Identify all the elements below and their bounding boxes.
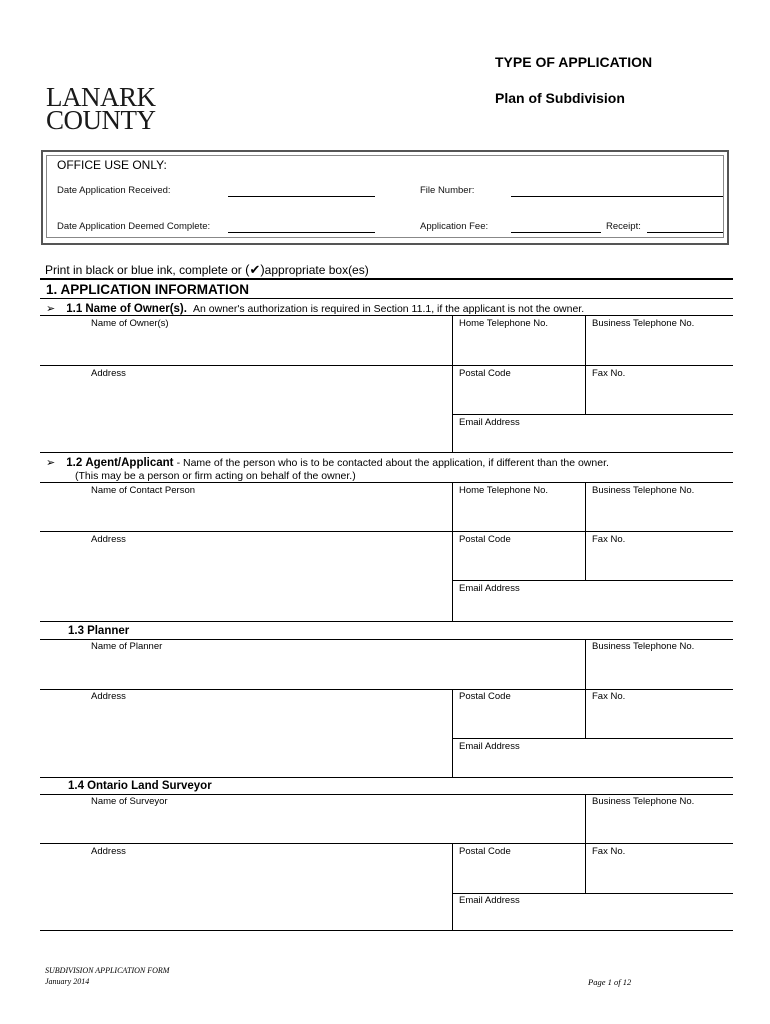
surveyor-row-2-bottom: [453, 893, 733, 894]
agent-postal-code-label: Postal Code: [459, 534, 511, 545]
date-complete-field[interactable]: [228, 232, 375, 233]
owner-address-label: Address: [91, 368, 126, 379]
office-use-title: OFFICE USE ONLY:: [57, 158, 167, 172]
agent-number: 1.2: [66, 457, 83, 469]
planner-name-label: Name of Planner: [91, 641, 163, 652]
date-received-label: Date Application Received:: [57, 185, 171, 196]
planner-number: 1.3: [68, 625, 84, 637]
planner-postal-code-label: Postal Code: [459, 691, 511, 702]
planner-col-divider-2: [585, 689, 586, 738]
surveyor-table-top: [40, 794, 733, 795]
agent-name-label: Name of Contact Person: [91, 485, 196, 496]
file-number-label: File Number:: [420, 185, 475, 196]
section-1-underline: [40, 298, 733, 299]
surveyor-postal-code-label: Postal Code: [459, 846, 511, 857]
agent-address-label: Address: [91, 534, 126, 545]
instructions-text-after: appropriate box(es): [264, 263, 369, 277]
planner-address-label: Address: [91, 691, 126, 702]
section-1-title: 1. APPLICATION INFORMATION: [46, 282, 249, 297]
owner-row-1-bottom: [40, 365, 733, 366]
type-of-application-heading: TYPE OF APPLICATION: [495, 54, 653, 70]
arrow-bullet-icon: ➢: [46, 303, 56, 315]
receipt-field[interactable]: [647, 232, 723, 233]
owner-row-2-bottom: [453, 414, 733, 415]
owner-business-phone-label: Business Telephone No.: [592, 318, 695, 329]
surveyor-col-divider-phone: [585, 794, 586, 843]
owner-postal-code-label: Postal Code: [459, 368, 511, 379]
checkmark-icon: (✔): [245, 262, 265, 277]
surveyor-col-divider-2: [585, 843, 586, 893]
surveyor-fax-label: Fax No.: [592, 846, 626, 857]
agent-col-divider-1: [452, 482, 453, 621]
receipt-label: Receipt:: [606, 221, 641, 232]
agent-table-bottom: [40, 621, 733, 622]
agent-heading: [46, 456, 609, 469]
surveyor-row-1-bottom: [40, 843, 733, 844]
agent-note-2: (This may be a person or firm acting on behalf of the owner.): [75, 470, 356, 482]
surveyor-number: 1.4: [68, 780, 84, 792]
date-complete-label: Date Application Deemed Complete:: [57, 221, 211, 232]
owner-email-label: Email Address: [459, 417, 520, 428]
planner-table-bottom: [40, 777, 733, 778]
owner-col-divider-2: [585, 315, 586, 414]
lanark-county-logo: [46, 82, 156, 135]
agent-col-divider-2: [585, 482, 586, 580]
print-instructions: [45, 262, 369, 278]
owner-title: Name of Owner(s).: [85, 303, 187, 315]
logo-line-1: LANARK: [46, 82, 156, 112]
plan-of-subdivision-heading: Plan of Subdivision: [495, 90, 625, 106]
agent-table-top: [40, 482, 733, 483]
planner-col-divider-1: [452, 689, 453, 777]
agent-row-1-bottom: [40, 531, 733, 532]
date-received-field[interactable]: [228, 196, 375, 197]
agent-business-phone-label: Business Telephone No.: [592, 485, 695, 496]
surveyor-col-divider-1: [452, 843, 453, 930]
agent-row-2-bottom: [453, 580, 733, 581]
agent-email-label: Email Address: [459, 583, 520, 594]
application-fee-field[interactable]: [511, 232, 601, 233]
planner-row-1-bottom: [40, 689, 733, 690]
owner-col-divider-1: [452, 315, 453, 452]
agent-home-phone-label: Home Telephone No.: [459, 485, 549, 496]
arrow-bullet-icon: ➢: [46, 457, 56, 469]
footer-form-name: SUBDIVISION APPLICATION FORM: [45, 966, 170, 975]
planner-title: Planner: [87, 625, 130, 637]
surveyor-table-bottom: [40, 930, 733, 931]
surveyor-address-label: Address: [91, 846, 126, 857]
planner-email-label: Email Address: [459, 741, 520, 752]
surveyor-name-label: Name of Surveyor: [91, 796, 168, 807]
surveyor-email-label: Email Address: [459, 895, 520, 906]
planner-business-phone-label: Business Telephone No.: [592, 641, 695, 652]
owner-name-label: Name of Owner(s): [91, 318, 169, 329]
surveyor-title: Ontario Land Surveyor: [87, 780, 212, 792]
instructions-text-before: Print in black or blue ink, complete or: [45, 263, 242, 277]
planner-row-2-bottom: [453, 738, 733, 739]
owner-number: 1.1: [66, 303, 83, 315]
planner-table-top: [40, 639, 733, 640]
logo-line-2: COUNTY: [46, 105, 156, 135]
owner-note: An owner's authorization is required in Section 11.1, if the applicant is not the owner.: [193, 303, 585, 315]
file-number-field[interactable]: [511, 196, 723, 197]
surveyor-business-phone-label: Business Telephone No.: [592, 796, 695, 807]
owner-heading: [46, 302, 584, 315]
planner-heading: [68, 625, 129, 637]
agent-title: Agent/Applicant: [85, 457, 174, 469]
agent-fax-label: Fax No.: [592, 534, 626, 545]
planner-col-divider-phone: [585, 639, 586, 689]
owner-table-top: [40, 315, 733, 316]
owner-fax-label: Fax No.: [592, 368, 626, 379]
owner-table-bottom: [40, 452, 733, 453]
section-divider-top: [40, 278, 733, 280]
surveyor-heading: [68, 780, 212, 792]
owner-home-phone-label: Home Telephone No.: [459, 318, 549, 329]
agent-note: - Name of the person who is to be contacted about the application, if different than the owner.: [176, 457, 609, 469]
footer-date: January 2014: [45, 977, 90, 986]
planner-fax-label: Fax No.: [592, 691, 626, 702]
application-fee-label: Application Fee:: [420, 221, 489, 232]
footer-page-number: Page 1 of 12: [588, 977, 632, 987]
